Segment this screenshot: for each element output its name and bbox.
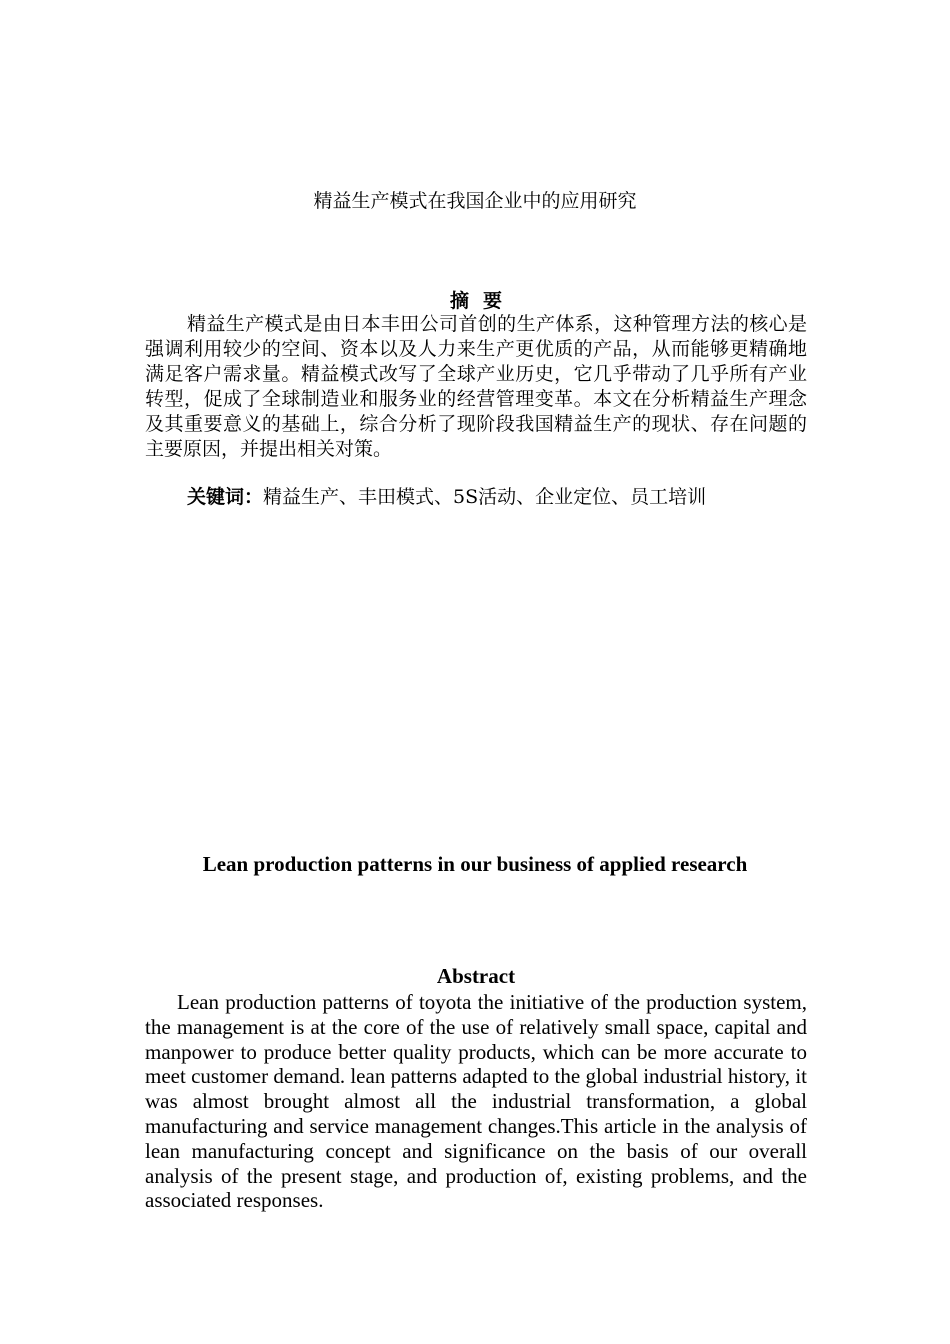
chinese-keywords [145, 485, 807, 510]
keywords-label: 关键词： [187, 486, 264, 508]
english-title: Lean production patterns in our business of applied research [202, 852, 748, 876]
english-abstract-body: Lean production patterns of toyota the initiative of the production system, the management is at the core of the use of relatively small space, capital and manpower to produce better quality products, which can be more accurate to meet customer demand. lean patterns adapted to the global industrial history, it was almost brought almost all the industrial transformation, a global manufacturing and service management changes.This article in the analysis of lean manufacturing concept and significance on the basis of our overall analysis of the present stage, and production of, existing problems, and the associated responses. [145, 990, 807, 1213]
chinese-title: 精益生产模式在我国企业中的应用研究 [313, 190, 637, 212]
english-abstract-heading: Abstract [436, 964, 516, 988]
keywords-list: 精益生产、丰田模式、5S活动、企业定位、员工培训 [263, 486, 707, 508]
chinese-abstract-heading: 摘要 [449, 290, 516, 312]
chinese-abstract-body: 精益生产模式是由日本丰田公司首创的生产体系，这种管理方法的核心是强调利用较少的空间、资本以及人力来生产更优质的产品，从而能够更精确地满足客户需求量。精益模式改写了全球产业历史，它几乎带动了几乎所有产业转型，促成了全球制造业和服务业的经营管理变革。本文在分析精益生产理念及其重要意义的基础上，综合分析了现阶段我国精益生产的现状、存在问题的主要原因，并提出相关对策。 [145, 313, 807, 460]
